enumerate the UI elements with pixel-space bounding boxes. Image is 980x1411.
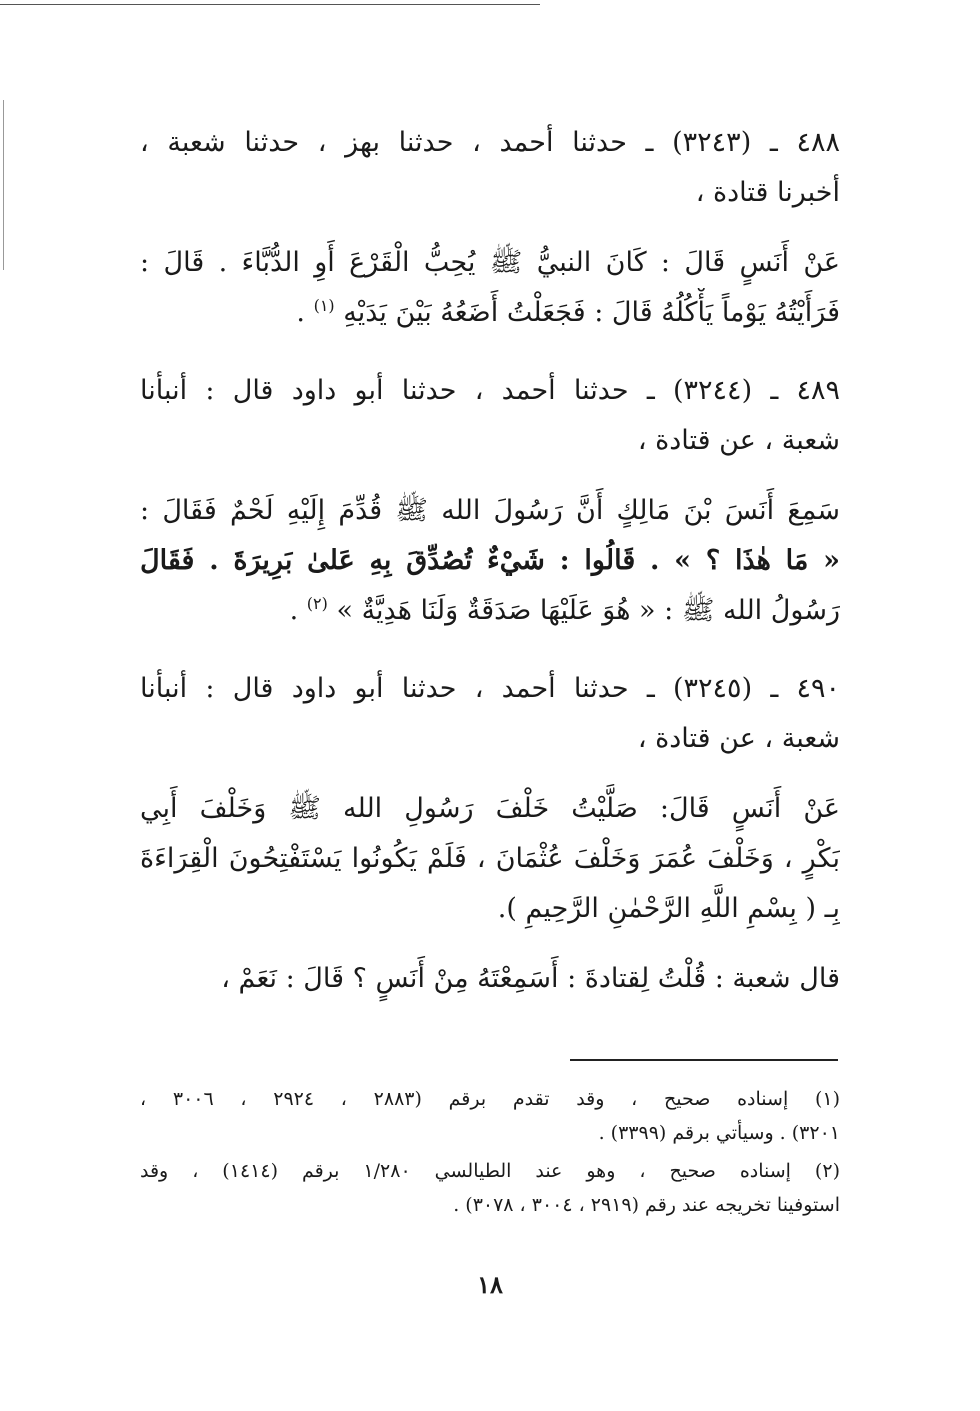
footnote-separator (570, 1059, 838, 1061)
footnote-ref-2: (٢) (306, 594, 328, 613)
top-rule (0, 4, 540, 5)
hadith-490-text-line-2: بَكْرٍ ، وَخَلْفَ عُمَرَ وَخَلْفَ عُثْمَانَ ، فَلَمْ يَكُونُوا يَسْتَفْتِحُونَ الْقِرَاءَةَ (140, 843, 840, 874)
footnote-2-line-2: استوفينا تخريجه عند رقم (٢٩١٩ ، ٣٠٠٤ ، ٣٠٧٨) . (453, 1194, 840, 1216)
footnote-1-line-2: ٣٢٠١) . وسيأتي برقم (٣٣٩٩) . (598, 1122, 840, 1144)
hadith-489-text-line-2: « مَا هٰذَا ؟ » . قَالُوا : شَيْءٌ تُصُدِّقَ بِهِ عَلىٰ بَرِيرَةَ . فَقَالَ (140, 545, 840, 576)
footnote-2-line-1: (٢) إسناده صحيح ، وهو عند الطيالسي ١/٢٨٠ برقم (١٤١٤) ، وقد (140, 1160, 840, 1182)
hadith-489-header-line-1: ٤٨٩ ـ (٣٢٤٤) ـ حدثنا أحمد ، حدثنا أبو داود قال : أنبأنا (140, 375, 840, 406)
hadith-490-text-line-4: قال شعبة : قُلْتُ لِقتادةَ : أَسَمِعْتَهُ مِنْ أَنَسٍ ؟ قَالَ : نَعَمْ ، (221, 963, 840, 994)
footnote-1-line-1: (١) إسناده صحيح ، وقد تقدم برقم (٢٨٨٣ ، ٢٩٢٤ ، ٣٠٠٦ ، (140, 1088, 840, 1110)
hadith-488-header-line-1: ٤٨٨ ـ (٣٢٤٣) ـ حدثنا أحمد ، حدثنا بهز ، حدثنا شعبة ، (140, 127, 840, 158)
footnotes (140, 1082, 840, 1222)
footnote-ref-1: (١) (313, 296, 335, 315)
hadith-488-text-line-1: عَنْ أَنَسٍ قَالَ : كَانَ النبيُّ ﷺ يُحِبُّ الْقَرْعَ أَوِ الدُّبَّاءَ . قَالَ : (140, 247, 840, 278)
page-body (140, 118, 840, 1004)
page-number: ١٨ (477, 1270, 503, 1299)
hadith-490-text-line-1: عَنْ أَنَسٍ قَالَ: صَلَّيْتُ خَلْفَ رَسُولِ الله ﷺ وَخَلْفَ أَبِي (140, 793, 840, 824)
hadith-489-text-line-1: سَمِعَ أَنَسَ بْنَ مَالِكٍ أَنَّ رَسُولَ الله ﷺ قُدِّمَ إِلَيْهِ لَحْمٌ فَقَالَ : (140, 495, 840, 526)
hadith-488-header-line-2: أخبرنا قتادة ، (695, 177, 840, 208)
margin-mark (3, 100, 4, 270)
hadith-488-text-line-2: فَرَأَيْتُهُ يَوْماً يَأْكُلُهُ قَالَ : فَجَعَلْتُ أَضَعُهُ بَيْنَ يَدَيْهِ $^{(١)}$ . (296, 296, 840, 328)
hadith-490-text-line-3: بِـ ( بِسْمِ اللَّهِ الرَّحْمٰنِ الرَّحِيمِ ). (497, 893, 840, 924)
hadith-489-header-line-2: شعبة ، عن قتادة ، (637, 425, 840, 456)
hadith-489-text-line-3: رَسُولُ الله ﷺ : « هُوَ عَلَيْهَا صَدَقَةٌ وَلَنَا هَدِيَّةٌ » $^{(٢)}$ . (289, 594, 840, 626)
hadith-490-header-line-2: شعبة ، عن قتادة ، (637, 723, 840, 754)
hadith-490-header-line-1: ٤٩٠ ـ (٣٢٤٥) ـ حدثنا أحمد ، حدثنا أبو داود قال : أنبأنا (140, 673, 840, 704)
